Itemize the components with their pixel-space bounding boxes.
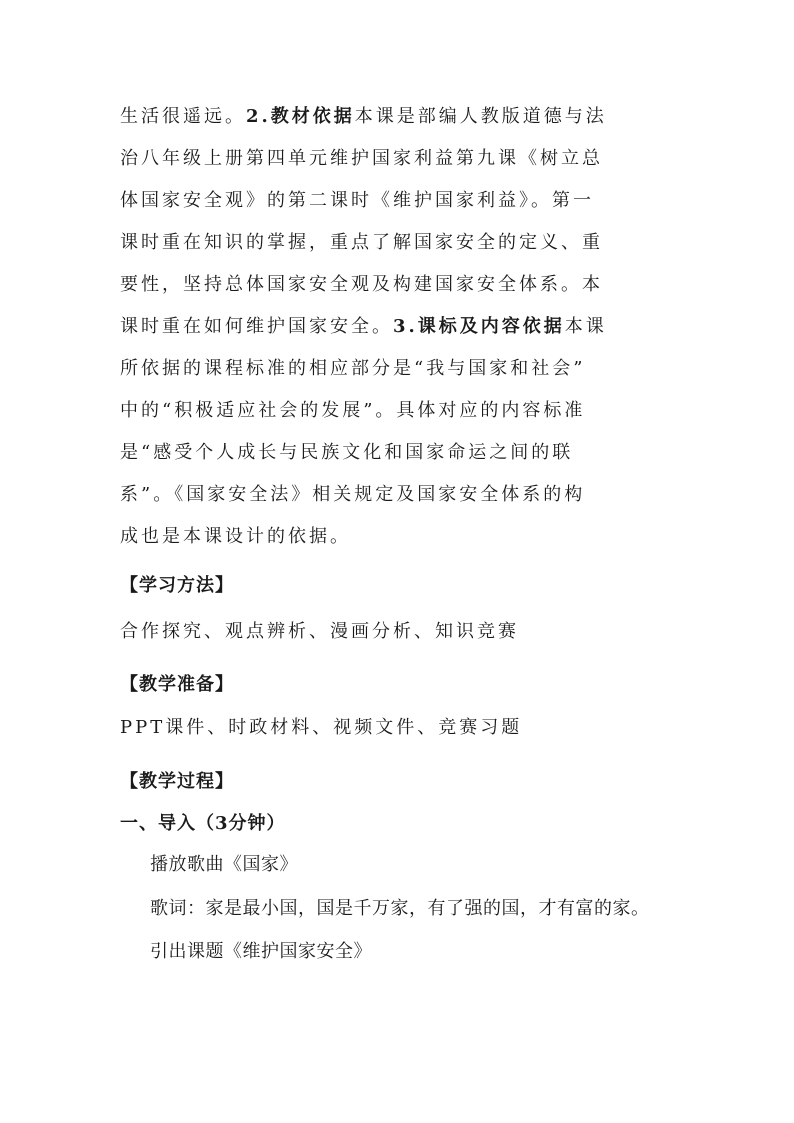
paragraph-text: 中的“积极适应社会的发展”。具体对应的内容标准: [120, 400, 586, 421]
process-item-lyrics: 歌词：家是最小国，国是千万家，有了强的国，才有富的家。: [150, 898, 650, 919]
paragraph-text: 要性，坚持总体国家安全观及构建国家安全体系。本: [120, 274, 603, 295]
paragraph-line: [120, 441, 573, 465]
paragraph-text: 治八年级上册第四单元维护国家利益第九课《树立总: [120, 148, 603, 169]
paragraph-line: [120, 105, 607, 129]
paragraph-text: 是“感受个人成长与民族文化和国家命运之间的联: [120, 442, 574, 463]
paragraph-text: 本课是部编人教版道德与法: [354, 106, 607, 127]
teaching-prep-heading: 【教学准备】: [120, 674, 234, 695]
paragraph-text: 课时重在如何维护国家安全。: [120, 316, 393, 337]
paragraph-line: [120, 147, 603, 171]
paragraph-line: [120, 231, 603, 255]
bold-label: 2.教材依据: [246, 106, 355, 127]
paragraph-line: [120, 399, 585, 423]
paragraph-text: 系”。《国家安全法》相关规定及国家安全体系的构: [120, 484, 586, 505]
learning-methods-heading: 【学习方法】: [120, 575, 234, 596]
paragraph-line: [120, 273, 603, 297]
paragraph-text: 成也是本课设计的依据。: [120, 526, 351, 547]
teaching-prep-content: PPT课件、时政材料、视频文件、竞赛习题: [120, 717, 523, 738]
paragraph-text: 课时重在知识的掌握，重点了解国家安全的定义、重: [120, 232, 603, 253]
learning-methods-content: 合作探究、观点辨析、漫画分析、知识竞赛: [120, 621, 519, 642]
paragraph-text: 体国家安全观》的第二课时《维护国家利益》。第一: [120, 190, 594, 211]
paragraph-text: 所依据的课程标准的相应部分是“我与国家和社会”: [120, 358, 586, 379]
paragraph-line: [120, 189, 594, 213]
process-item-song: 播放歌曲《国家》: [150, 854, 298, 875]
paragraph-line: [120, 357, 585, 381]
process-item-topic: 引出课题《维护国家安全》: [150, 941, 372, 962]
paragraph-line: [120, 525, 351, 549]
paragraph-text: 生活很遥远。: [120, 106, 246, 127]
paragraph-text: 本课: [564, 316, 607, 337]
paragraph-line: [120, 483, 585, 507]
teaching-process-heading: 【教学过程】: [120, 771, 234, 792]
bold-label: 3.课标及内容依据: [393, 316, 565, 337]
paragraph-line: [120, 315, 607, 339]
section-intro-title: 一、导入（3分钟）: [120, 813, 286, 834]
